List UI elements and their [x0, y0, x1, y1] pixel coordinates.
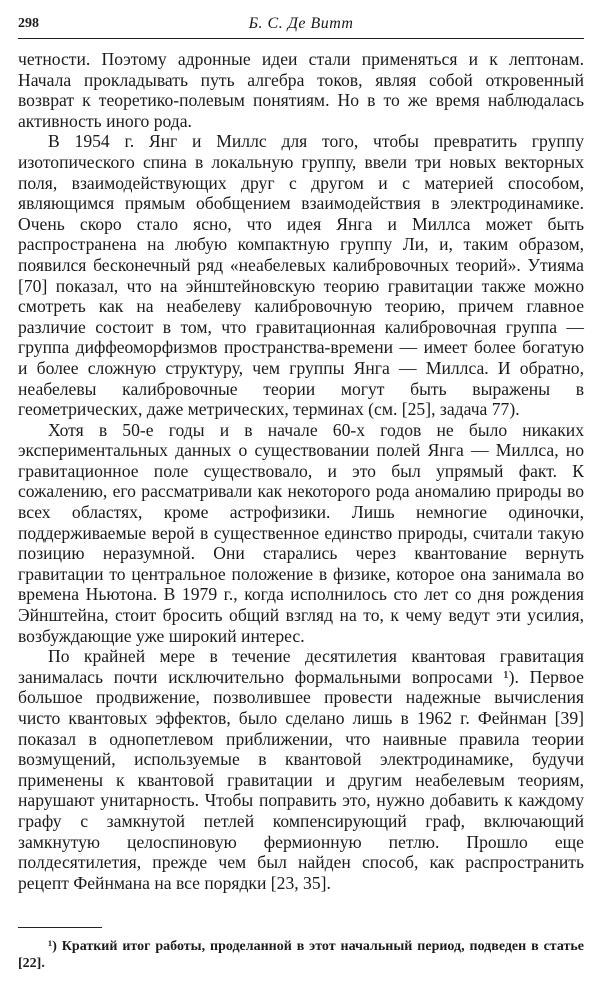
paragraph-yang-mills: В 1954 г. Янг и Миллс для того, чтобы превратить группу изотопического спина в локальную группу, ввели три новых векторных поля, взаимодействующих друг с другом и с материей способом, являющимся прямым обобщением взаимодействия в электродинамике. Очень скоро стало ясно, что идея Янга и Миллса может быть распространена на любую компактную группу Ли, и, таким образом, появился бесконечный ряд «неабелевых калибровочных теорий». Утияма [70] показал, что на эйнштейновскую теорию гравитации также можно смотреть как на неабелеву калибровочную теорию, причем главное различие состоит в том, что гравитационная калибровочная группа — группа диффеоморфизмов пространства-времени — имеет более богатую и более сложную структуру, чем группы Янга — Миллса. И обратно, неабелевы калибровочные теории могут быть выражены в геометрических, даже метрических, терминах (см. [25], задача 77).: [18, 131, 584, 420]
paragraph-feynman: По крайней мере в течение десятилетия квантовая гравитация занималась почти исключительно формальными вопросами ¹). Первое большое продвижение, позволившее провести надежные вычисления чисто квантовых эффектов, было сделано лишь в 1962 г. Фейнман [39] показал в однопетлевом приближении, что наивные правила теории возмущений, используемые в квантовой электродинамике, будучи применены к квантовой гравитации и другим неабелевым теориям, нарушают унитарность. Чтобы поправить это, нужно добавить к каждому графу с замкнутой петлей компенсирующий граф, включающий замкнутую целоспиновую фермионную петлю. Прошло еще полдесятилетия, прежде чем был найден способ, как распространить рецепт Фейнмана на все порядки [23, 35].: [18, 646, 584, 893]
paragraph-continuation: четности. Поэтому адронные идеи стали применяться и к лептонам. Начала прокладывать путь алгебра токов, являя собой откровенный возврат к теоретико-полевым понятиям. Но в то же время наблюдалась активность иного рода.: [18, 49, 584, 131]
footnote-divider: [18, 927, 102, 928]
running-head: [18, 12, 584, 39]
book-page: [18, 12, 584, 972]
page-number: 298: [18, 16, 39, 31]
body-text: [18, 49, 584, 893]
footnote: ¹) Краткий итог работы, проделанной в этот начальный период, подведен в статье [22].: [18, 939, 584, 972]
running-title: Б. С. Де Витт: [248, 15, 354, 32]
paragraph-gravitational-field: Хотя в 50-е годы и в начале 60-х годов не было никаких экспериментальных данных о существовании полей Янга — Миллса, но гравитационное поле существовало, и это был упрямый факт. К сожалению, его рассматривали как некоторого рода аномалию природы во всех областях, кроме астрофизики. Лишь немногие одиночки, поддерживаемые верой в существенное единство природы, считали такую позицию неразумной. Они старались через квантование вернуть гравитации то центральное положение в физике, которое она занимала во времена Ньютона. В 1979 г., когда исполнилось сто лет со дня рождения Эйнштейна, стоит бросить общий взгляд на то, к чему ведут эти усилия, возбуждающие уже широкий интерес.: [18, 419, 584, 646]
